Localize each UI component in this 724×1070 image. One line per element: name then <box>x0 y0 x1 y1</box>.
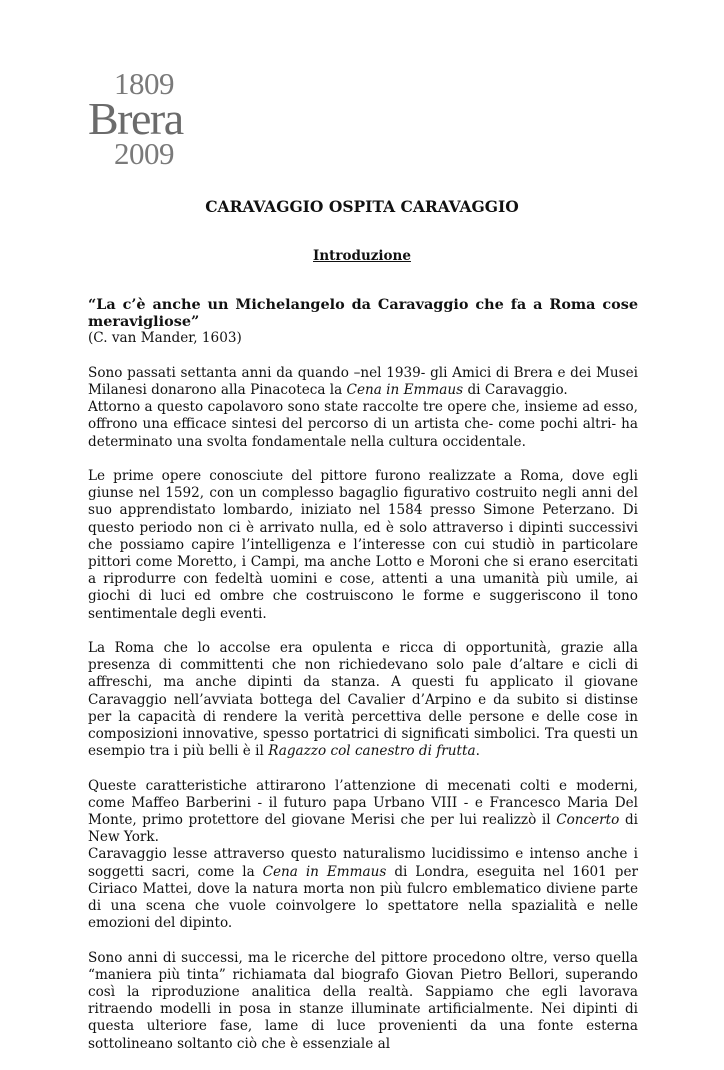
epigraph <box>88 296 638 348</box>
body-paragraphs <box>88 365 638 1053</box>
document-body <box>88 296 638 1070</box>
text-run: Sono anni di successi, ma le ricerche del pittore procedono oltre, verso quella “maniera più tinta” richiamata dal biografo Giovan Pietro Bellori, superando così la riproduzione analitica della realtà. Sappiamo che egli lavorava ritraendo modelli in posa in stanze illuminate artificialmente. Nei dipinti di questa ulteriore fase, lame di luce provenienti da una fonte esterna sottolineano soltanto ciò che è essenziale al <box>88 949 638 1052</box>
text-run: di New York. <box>88 812 638 846</box>
body-paragraph <box>88 468 638 623</box>
artwork-title: Ragazzo col canestro di frutta <box>268 743 476 760</box>
paragraph-line <box>88 950 638 1052</box>
logo-brand-brera: Brera <box>88 93 183 144</box>
artwork-title: Cena in Emmaus <box>262 863 387 880</box>
epigraph-quote: “La c’è anche un Michelangelo da Caravaggio che fa a Roma cose meravigliose” <box>88 296 638 331</box>
logo-year-2009: 2009 <box>114 136 174 171</box>
paragraph-line <box>88 778 638 846</box>
text-run: Queste caratteristiche attirarono l’attenzione di mecenati colti e moderni, come Maffeo Barberini - il futuro papa Urbano VIII - e Francesco Maria Del Monte, primo protettore del giovane Merisi che per lui realizzò il <box>88 777 638 829</box>
section-heading: Introduzione <box>313 248 411 264</box>
text-run: Le prime opere conosciute del pittore furono realizzate a Roma, dove egli giunse nel 1592, con un complesso bagaglio figurativo costruito negli anni del suo apprendistato lombardo, iniziato nel 1584 presso Simone Peterzano. Di questo periodo non ci è arrivato nulla, ed è solo attraverso i dipinti successivi che possiamo capire l’intelligenza e l’interesse con cui studiò in particolare pittori come Moretto, i Campi, ma anche Lotto e Moroni che si erano esercitati a riprodurre con fedeltà uomini e cose, attenti a una umanità più umile, ai giochi di luci ed ombre che costruiscono le forme e suggeriscono il tono sentimentale degli eventi. <box>88 468 638 622</box>
body-paragraph <box>88 950 638 1053</box>
paragraph-line <box>88 399 638 449</box>
epigraph-source: (C. van Mander, 1603) <box>88 330 242 347</box>
text-run: di Londra, eseguita nel 1601 per Ciriaco Mattei, dove la natura morta non più fulcro emblematico diviene parte di una scena che vuole coinvolgere lo spettatore nella spazialità e nelle emozioni del dipinto. <box>88 863 638 932</box>
document-title: CARAVAGGIO OSPITA CARAVAGGIO <box>205 197 519 216</box>
artwork-title: Concerto <box>556 812 620 829</box>
paragraph-line <box>88 365 638 398</box>
paragraph-line <box>88 640 638 759</box>
body-paragraph <box>88 365 638 451</box>
text-run: La Roma che lo accolse era opulenta e ricca di opportunità, grazie alla presenza di committenti che non richiedevano solo pale d’altare e cicli di affreschi, ma anche dipinti da stanza. A questi fu applicato il giovane Caravaggio nell’avviata bottega del Cavalier d’Arpino e da subito si distinse per la capacità di rendere la verità percettiva delle persone e delle cose in composizioni innovative, spesso portatrici di significati simbolici. Tra questi un esempio tra i più belli è il <box>88 640 638 760</box>
text-run: Sono passati settanta anni da quando –nel 1939- gli Amici di Brera e dei Musei Milanesi donarono alla Pinacoteca la <box>88 364 638 398</box>
brera-logo <box>88 68 198 169</box>
paragraph-line <box>88 468 638 622</box>
body-paragraph <box>88 640 638 760</box>
artwork-title: Cena in Emmaus <box>346 382 464 398</box>
text-run: Attorno a questo capolavoro sono state raccolte tre opere che, insieme ad esso, offrono una efficace sintesi del percorso di un artista che- come pochi altri- ha determinato una svolta fondamentale nella cultura occidentale. <box>88 399 638 450</box>
text-run: di Caravaggio. <box>463 382 568 398</box>
text-run: Caravaggio lesse attraverso questo naturalismo lucidissimo e intenso anche i soggetti sacri, come la <box>88 846 638 880</box>
logo-year-1809: 1809 <box>114 66 174 101</box>
body-paragraph <box>88 778 638 933</box>
paragraph-line <box>88 846 638 931</box>
text-run: . <box>475 743 480 760</box>
